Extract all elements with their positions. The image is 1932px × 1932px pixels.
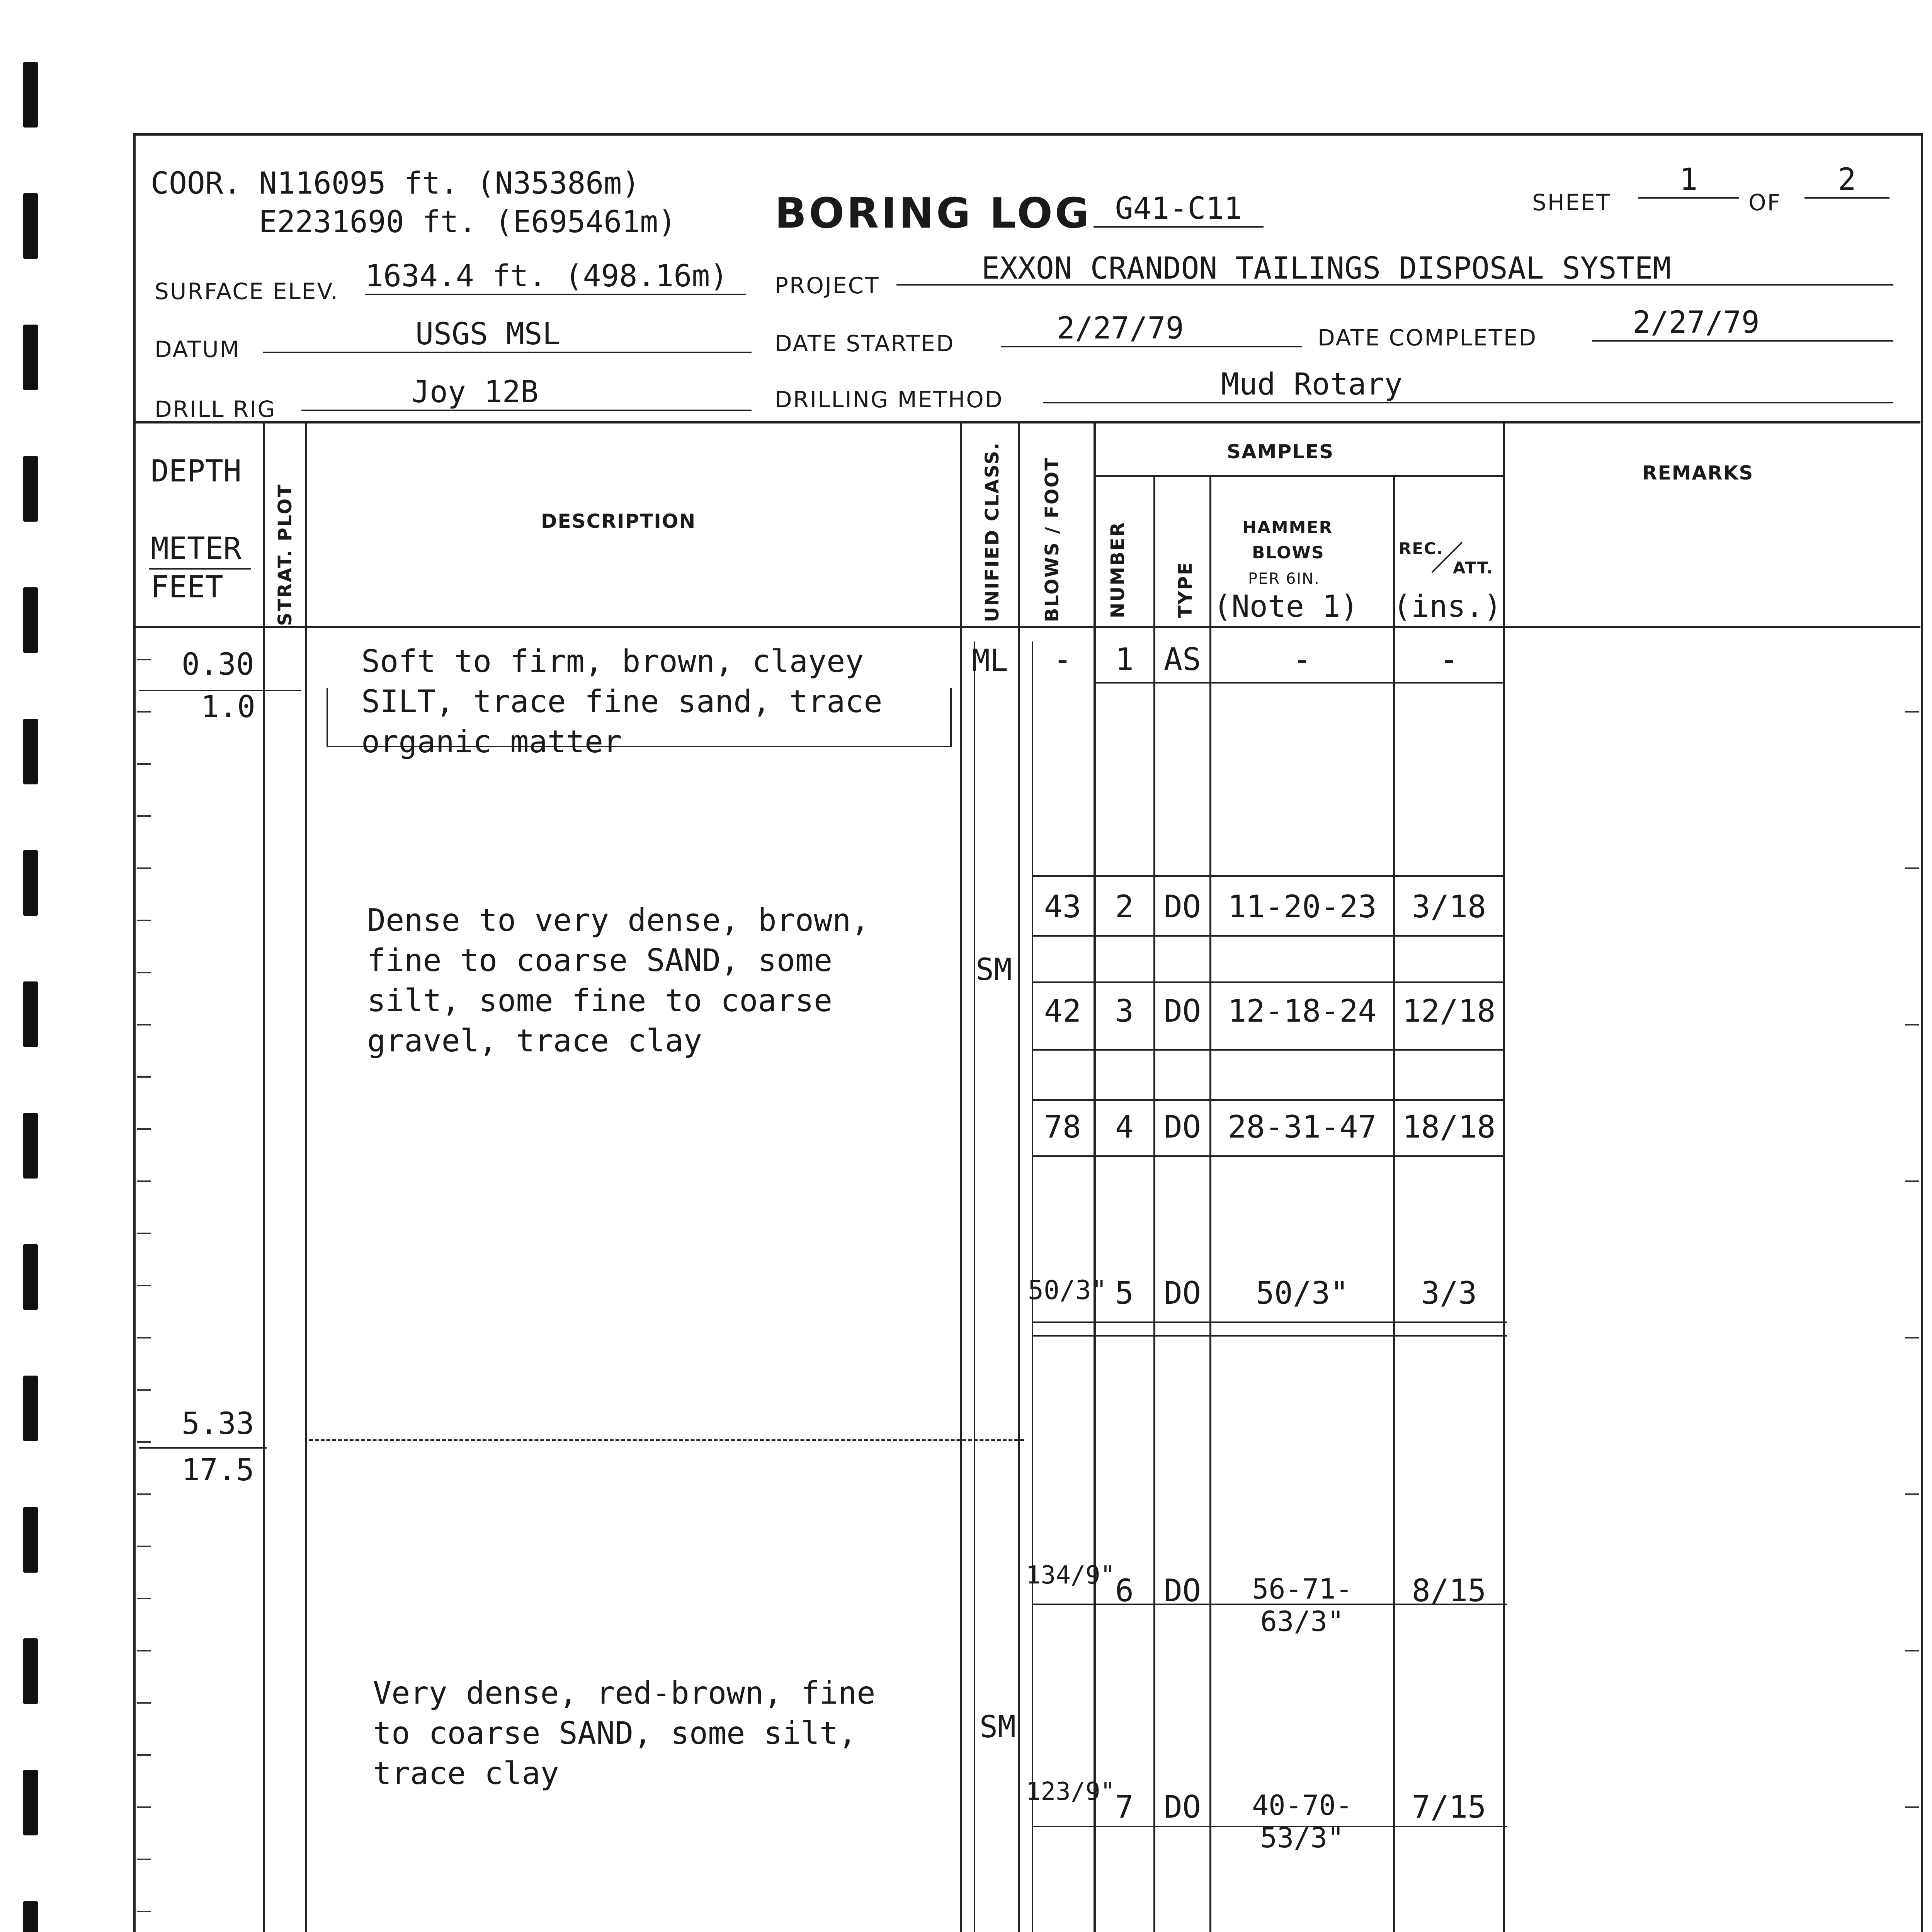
col-blows-foot: BLOWS / FOOT [1041, 457, 1063, 622]
col-line-type [1209, 475, 1211, 1932]
sample-rec: 18/18 [1402, 1109, 1496, 1145]
sample-hammer: 12-18-24 [1228, 993, 1377, 1029]
sheet-label: SHEET [1532, 189, 1611, 216]
stratum-1-class: ML [972, 643, 1008, 678]
punch-hole [23, 1507, 38, 1573]
page-title: BORING LOG [775, 189, 1092, 238]
project-name: EXXON CRANDON TAILINGS DISPOSAL SYSTEM [981, 251, 1671, 286]
drill-rig-label: DRILL RIG [155, 396, 276, 422]
stratum-3-class: SM [980, 1710, 1016, 1745]
row-line [1095, 682, 1503, 684]
punch-hole [23, 981, 38, 1047]
surface-elev-label: SURFACE ELEV. [155, 278, 339, 304]
depth-feet-2: 17.5 [182, 1453, 254, 1488]
scale-tick [137, 1650, 151, 1651]
punch-hole [23, 325, 38, 390]
scale-tick [137, 815, 151, 817]
scale-tick [137, 659, 151, 660]
sample-blows: 50/3" [1028, 1275, 1107, 1306]
punch-hole [23, 1244, 38, 1310]
row-line [1032, 1335, 1507, 1337]
row-line [1032, 1099, 1503, 1101]
scale-tick [1905, 711, 1919, 713]
sample-type: DO [1163, 1573, 1201, 1609]
column-header-divider [133, 626, 1920, 628]
col-feet: FEET [151, 570, 223, 605]
coord-label: COOR. [151, 166, 242, 201]
scale-tick [137, 1911, 151, 1912]
col-line-depth [263, 423, 265, 1932]
sample-blows: - [1053, 641, 1072, 677]
sample-blows: 123/9" [1026, 1777, 1116, 1806]
datum-underline [263, 352, 752, 353]
sample-type: DO [1163, 993, 1201, 1029]
punch-hole [23, 193, 38, 259]
col-number: NUMBER [1107, 521, 1129, 618]
scale-tick [137, 1337, 151, 1338]
col-meter: METER [151, 531, 242, 566]
col-note: (Note 1) [1213, 589, 1359, 624]
strata-boundary-2 [309, 1439, 1024, 1441]
punch-hole [23, 1638, 38, 1704]
depth-meter-2: 5.33 [182, 1406, 254, 1441]
sample-number: 6 [1115, 1573, 1134, 1609]
sample-hammer: - [1293, 641, 1312, 677]
scale-tick [137, 1024, 151, 1026]
scale-tick [137, 1285, 151, 1286]
col-line-class [1018, 423, 1020, 1932]
scale-tick [1905, 1024, 1919, 1026]
drill-rig-underline [301, 410, 752, 411]
header-divider [133, 421, 1920, 423]
scale-tick [137, 1441, 151, 1443]
scale-tick [1905, 1337, 1919, 1338]
sample-hammer: 28-31-47 [1228, 1109, 1377, 1145]
date-completed-label: DATE COMPLETED [1318, 325, 1537, 351]
sample-blows: 78 [1044, 1109, 1082, 1145]
col-remarks: REMARKS [1642, 462, 1754, 484]
date-started-underline [1001, 346, 1302, 347]
boundary-2-depth [139, 1447, 267, 1449]
sample-number: 4 [1115, 1109, 1134, 1145]
sample-type: DO [1163, 889, 1201, 925]
col-line-desc-inner [974, 641, 975, 1932]
stratum-1-description: Soft to firm, brown, clayey SILT, trace fine sand, trace organic matter [361, 643, 883, 760]
scale-tick [1905, 1806, 1919, 1808]
sample-type: DO [1163, 1109, 1201, 1145]
datum-value: USGS MSL [415, 317, 561, 352]
row-line [1032, 935, 1503, 937]
scale-tick [137, 920, 151, 921]
scale-tick [137, 1598, 151, 1599]
scale-tick [137, 1702, 151, 1704]
col-per6: PER 6IN. [1248, 570, 1320, 588]
drilling-method-label: DRILLING METHOD [775, 386, 1003, 413]
depth-meter-1: 0.30 [182, 647, 254, 682]
col-description: DESCRIPTION [541, 510, 696, 532]
sample-hammer: 50/3" [1255, 1275, 1349, 1311]
sample-hammer: 40-70-53/3" [1252, 1789, 1353, 1854]
col-blows: BLOWS [1252, 543, 1325, 563]
col-ins: (ins.) [1393, 589, 1502, 624]
sheet-total: 2 [1804, 162, 1889, 199]
sample-hammer: 11-20-23 [1228, 889, 1377, 925]
scale-tick [1905, 1180, 1919, 1182]
col-line-hammer [1393, 475, 1395, 1932]
date-completed-underline [1592, 340, 1893, 342]
scale-tick [137, 972, 151, 973]
sample-number: 1 [1115, 641, 1134, 677]
col-rec: REC. [1399, 539, 1444, 558]
depth-feet-1: 1.0 [201, 690, 255, 724]
scale-tick [137, 1754, 151, 1756]
sample-blows: 43 [1044, 889, 1082, 925]
scale-tick [137, 711, 151, 713]
sheet-number: 1 [1638, 162, 1739, 199]
col-unified-class: UNIFIED CLASS. [981, 441, 1003, 622]
scale-tick [1905, 1650, 1919, 1651]
punch-hole [23, 62, 38, 128]
scale-tick [137, 1806, 151, 1808]
col-line-number [1153, 475, 1155, 1932]
col-strat-plot: STRAT. PLOT [274, 483, 296, 626]
sample-rec: 8/15 [1412, 1573, 1486, 1609]
coord-north: N116095 ft. (N35386m) [259, 166, 640, 201]
punch-hole [23, 850, 38, 916]
punch-hole [23, 1770, 38, 1835]
stratum-3-description: Very dense, red-brown, fine to coarse SAND, some silt, trace clay [373, 1675, 876, 1791]
row-line [1032, 1049, 1503, 1051]
meter-feet-divider [149, 568, 251, 570]
stratum-2-description: Dense to very dense, brown, fine to coarse SAND, some silt, some fine to coarse gravel, trace clay [367, 902, 870, 1059]
row-line [1032, 1321, 1507, 1323]
scale-tick [137, 1180, 151, 1182]
col-line-rec [1503, 423, 1505, 1932]
drill-rig: Joy 12B [412, 375, 539, 410]
col-line-strat [305, 423, 307, 1932]
project-underline [896, 284, 1893, 286]
sample-type: AS [1163, 641, 1201, 677]
sample-blows: 42 [1044, 993, 1082, 1029]
col-att: ATT. [1453, 558, 1494, 577]
datum-label: DATUM [155, 336, 240, 362]
surface-elev: 1634.4 ft. (498.16m) [365, 259, 746, 295]
col-depth: DEPTH [151, 454, 242, 489]
scale-tick [137, 1493, 151, 1495]
sample-blows: 134/9" [1026, 1561, 1116, 1590]
scale-tick [137, 1128, 151, 1130]
row-line [1032, 1604, 1507, 1605]
coord-east: E2231690 ft. (E695461m) [259, 205, 677, 240]
date-completed: 2/27/79 [1633, 305, 1760, 340]
punch-hole [23, 719, 38, 784]
scale-tick [137, 1546, 151, 1547]
scale-tick [137, 867, 151, 869]
row-line [1032, 1155, 1503, 1157]
stratum-2-class: SM [976, 952, 1012, 987]
scale-tick [137, 763, 151, 765]
punch-hole [23, 1113, 38, 1179]
col-hammer: HAMMER [1242, 518, 1333, 537]
log-id: G41-C11 [1094, 191, 1264, 228]
sample-rec: 12/18 [1402, 993, 1496, 1029]
scale-tick [137, 1859, 151, 1860]
punch-hole [23, 587, 38, 653]
sample-number: 5 [1115, 1275, 1134, 1311]
sample-type: DO [1163, 1275, 1201, 1311]
scale-tick [1905, 867, 1919, 869]
col-samples: SAMPLES [1227, 440, 1334, 463]
scale-tick [1905, 1493, 1919, 1495]
sample-rec: 3/18 [1412, 889, 1486, 925]
row-line [1032, 875, 1503, 877]
punch-hole [23, 456, 38, 522]
sample-number: 2 [1115, 889, 1134, 925]
samples-subheader-line [1095, 475, 1503, 477]
punch-hole [23, 1901, 38, 1932]
sample-hammer: 56-71-63/3" [1252, 1573, 1353, 1638]
date-started: 2/27/79 [1057, 311, 1184, 346]
sample-number: 3 [1115, 993, 1134, 1029]
row-line [1032, 981, 1503, 983]
sample-type: DO [1163, 1789, 1201, 1825]
drilling-method-underline [1043, 402, 1893, 403]
col-line-desc [960, 423, 962, 1932]
sample-rec: 7/15 [1412, 1789, 1486, 1825]
row-line [1032, 1826, 1507, 1827]
scale-tick [137, 1233, 151, 1234]
drilling-method: Mud Rotary [1221, 367, 1403, 402]
col-type: TYPE [1175, 561, 1196, 618]
sample-rec: 3/3 [1421, 1275, 1477, 1311]
scale-tick [137, 1076, 151, 1078]
sample-number: 7 [1115, 1789, 1134, 1825]
scale-tick [137, 1389, 151, 1391]
of-label: OF [1748, 189, 1782, 216]
punch-hole [23, 1376, 38, 1441]
date-started-label: DATE STARTED [775, 330, 955, 357]
sample-rec: - [1439, 641, 1459, 677]
project-label: PROJECT [775, 272, 880, 299]
